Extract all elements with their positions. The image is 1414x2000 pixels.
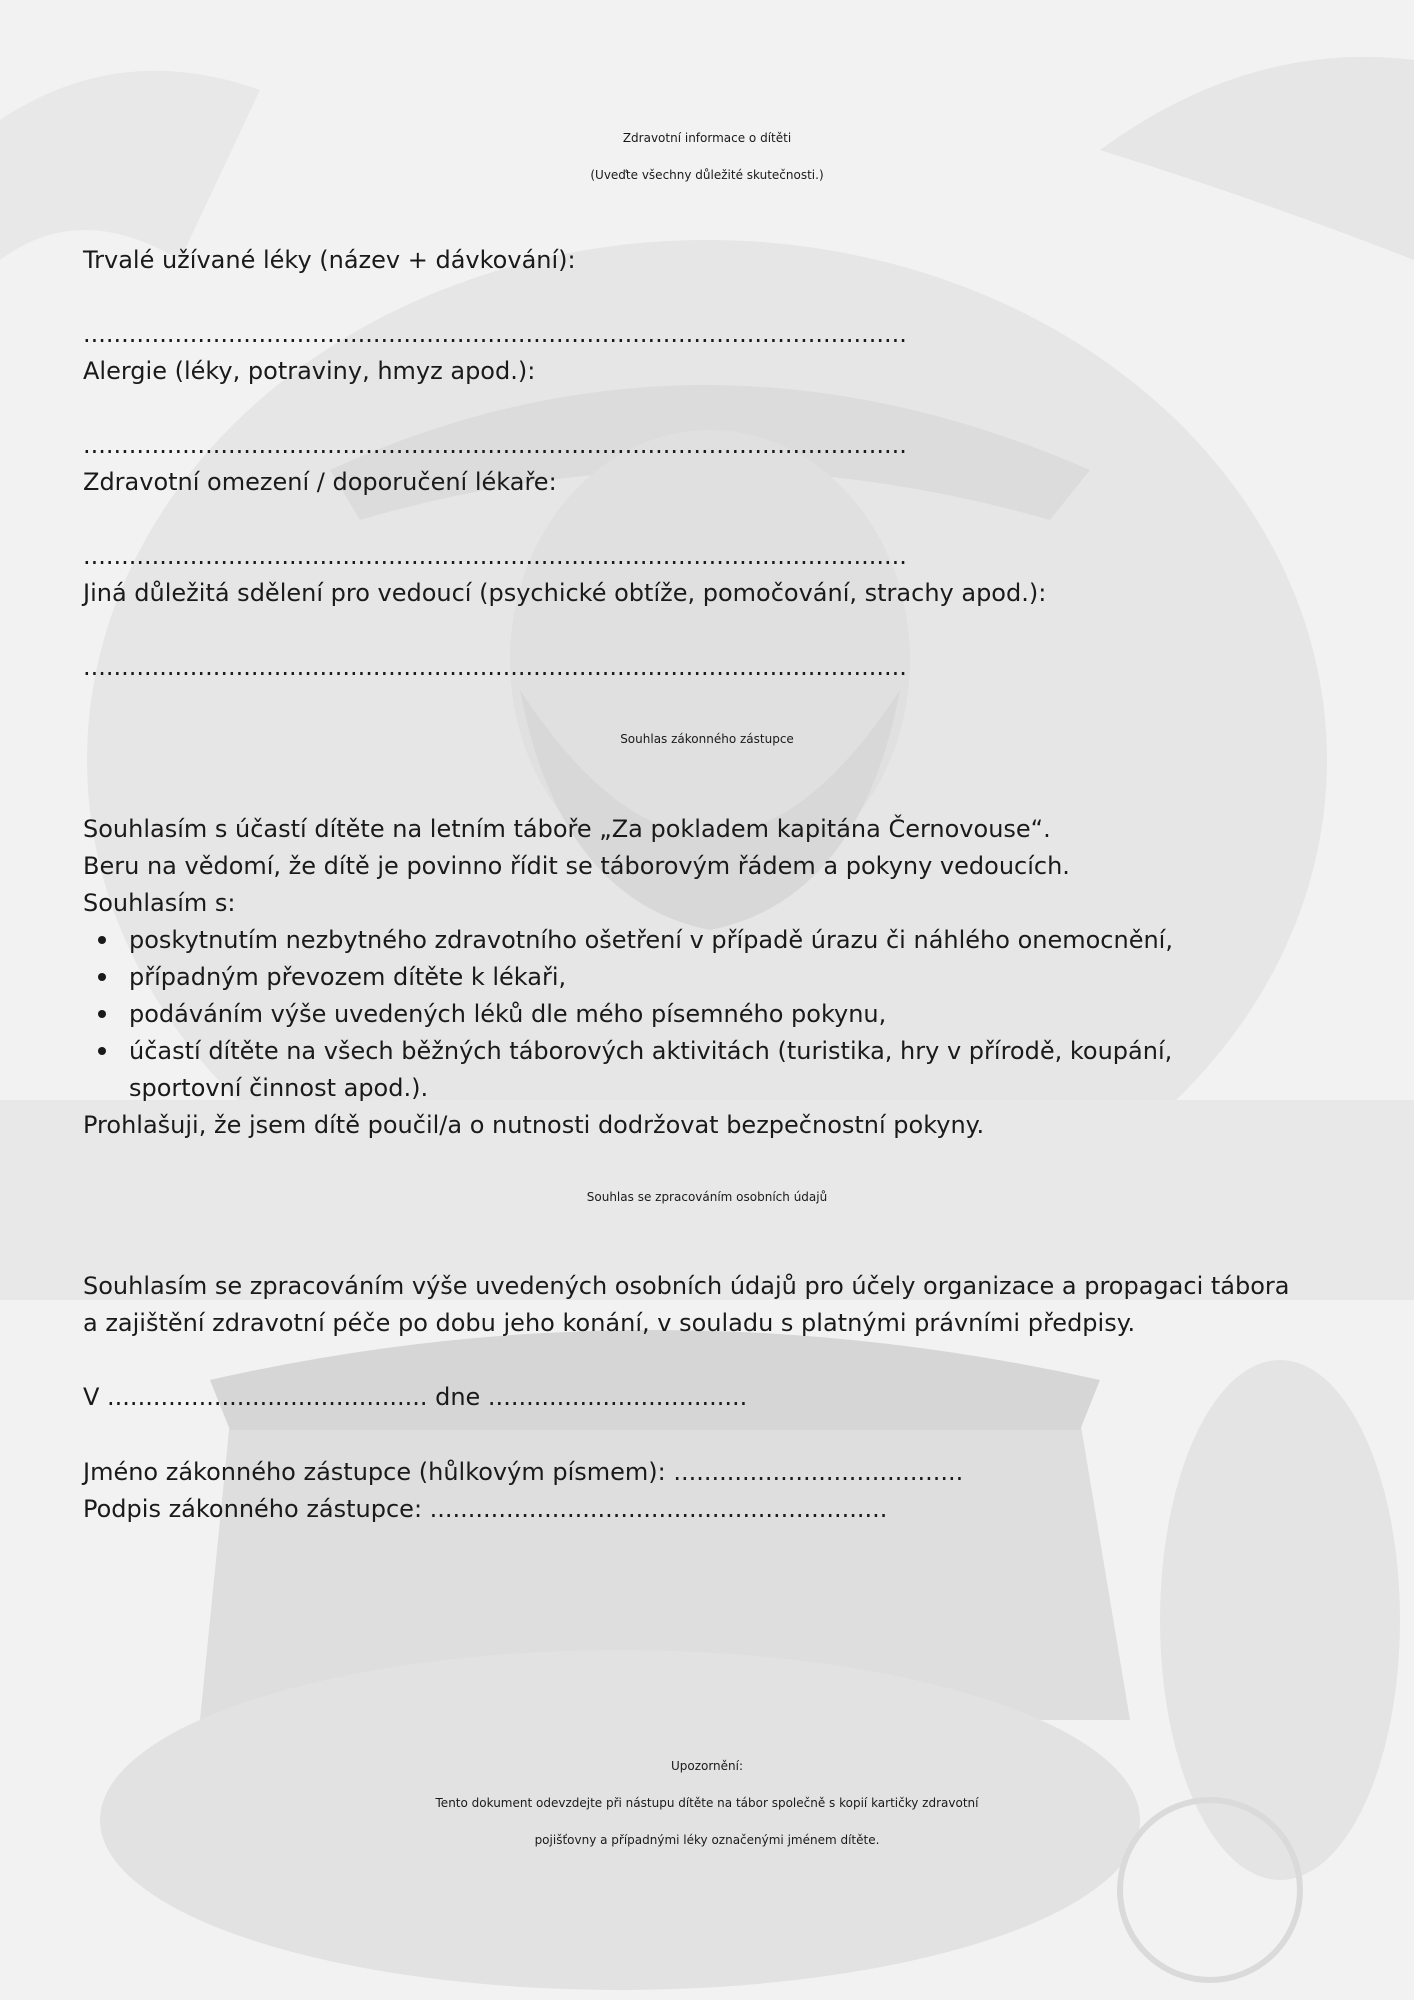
notice-title: Upozornění:	[670, 1759, 744, 1773]
consent-bullet-2: případným převozem dítěte k lékaři,	[129, 963, 567, 991]
notice-line-2: pojišťovny a případnými léky označenými jménem dítěte.	[534, 1833, 880, 1847]
bullet-dot	[98, 936, 106, 944]
guardian-name-field: Jméno zákonného zástupce (hůlkovým písmem): ......................................	[83, 1458, 964, 1486]
place-date-field: V .......................................... dne ..................................	[83, 1383, 748, 1411]
health-subtitle: (Uveďte všechny důležité skutečnosti.)	[590, 168, 824, 182]
other-info-blank: ............................................................................................................	[83, 653, 907, 681]
consent-declaration: Prohlašuji, že jsem dítě poučil/a o nutnosti dodržovat bezpečnostní pokyny.	[83, 1111, 985, 1139]
notice-line-1: Tento dokument odevzdejte při nástupu dítěte na tábor společně s kopií kartičky zdravotní	[435, 1796, 979, 1810]
restrictions-label: Zdravotní omezení / doporučení lékaře:	[83, 468, 557, 496]
consent-bullet-1: poskytnutím nezbytného zdravotního ošetření v případě úrazu či náhlého onemocnění,	[129, 926, 1173, 954]
gdpr-line-1: Souhlasím se zpracováním výše uvedených osobních údajů pro účely organizace a propagaci tábora	[83, 1272, 1290, 1300]
bullet-dot	[98, 1047, 106, 1055]
consent-bullet-4: účastí dítěte na všech běžných táborových aktivitách (turistika, hry v přírodě, koupání,	[129, 1037, 1173, 1065]
gdpr-line-2: a zajištění zdravotní péče po dobu jeho konání, v souladu s platnými právními předpisy.	[83, 1309, 1136, 1337]
consent-line-2: Beru na vědomí, že dítě je povinno řídit se táborovým řádem a pokyny vedoucích.	[83, 852, 1070, 880]
allergy-blank: ............................................................................................................	[83, 431, 907, 459]
medication-label: Trvalé užívané léky (název + dávkování):	[83, 246, 576, 274]
allergy-label: Alergie (léky, potraviny, hmyz apod.):	[83, 357, 536, 385]
bullet-dot	[98, 1010, 106, 1018]
bullet-dot	[98, 973, 106, 981]
restrictions-blank: ............................................................................................................	[83, 542, 907, 570]
medication-blank: ............................................................................................................	[83, 320, 907, 348]
gdpr-heading: Souhlas se zpracováním osobních údajů	[586, 1190, 828, 1204]
consent-line-3: Souhlasím s:	[83, 889, 236, 917]
consent-bullet-4-cont: sportovní činnost apod.).	[129, 1074, 429, 1102]
consent-bullet-3: podáváním výše uvedených léků dle mého písemného pokynu,	[129, 1000, 887, 1028]
guardian-signature-field: Podpis zákonného zástupce: ............................................................	[83, 1495, 888, 1523]
consent-heading: Souhlas zákonného zástupce	[620, 732, 794, 746]
other-info-label: Jiná důležitá sdělení pro vedoucí (psychické obtíže, pomočování, strachy apod.):	[83, 579, 1047, 607]
health-title: Zdravotní informace o dítěti	[622, 131, 792, 145]
consent-line-1: Souhlasím s účastí dítěte na letním táboře „Za pokladem kapitána Černovouse“.	[83, 815, 1051, 843]
